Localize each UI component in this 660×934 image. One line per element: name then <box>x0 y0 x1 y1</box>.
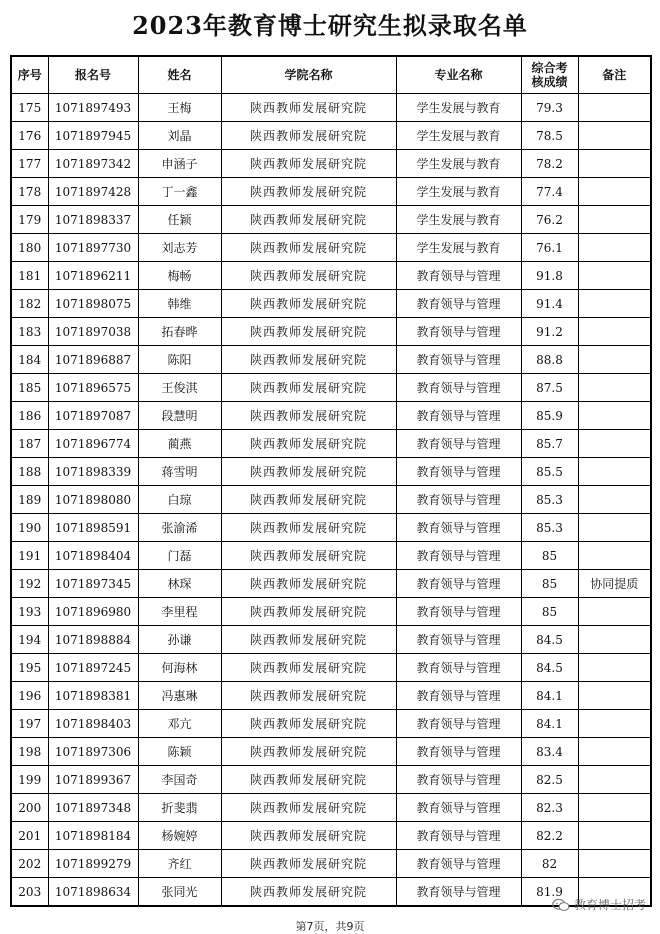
cell-major: 教育领导与管理 <box>396 822 521 850</box>
cell-remark <box>578 290 651 318</box>
cell-score: 76.1 <box>521 234 578 262</box>
cell-name: 白琼 <box>138 486 221 514</box>
cell-remark <box>578 234 651 262</box>
cell-remark <box>578 794 651 822</box>
cell-remark <box>578 850 651 878</box>
cell-major: 教育领导与管理 <box>396 514 521 542</box>
header-reg-no: 报名号 <box>48 56 138 94</box>
cell-major: 教育领导与管理 <box>396 374 521 402</box>
cell-college: 陕西教师发展研究院 <box>221 318 396 346</box>
cell-seq: 200 <box>11 794 48 822</box>
cell-reg-no: 1071898884 <box>48 626 138 654</box>
cell-college: 陕西教师发展研究院 <box>221 346 396 374</box>
cell-college: 陕西教师发展研究院 <box>221 374 396 402</box>
cell-reg-no: 1071898381 <box>48 682 138 710</box>
cell-seq: 175 <box>11 94 48 122</box>
table-row <box>11 374 651 402</box>
table-row <box>11 458 651 486</box>
header-remark: 备注 <box>578 56 651 94</box>
cell-college: 陕西教师发展研究院 <box>221 598 396 626</box>
table-row <box>11 318 651 346</box>
cell-score: 91.2 <box>521 318 578 346</box>
cell-reg-no: 1071897493 <box>48 94 138 122</box>
cell-remark <box>578 374 651 402</box>
cell-score: 85.5 <box>521 458 578 486</box>
cell-score: 83.4 <box>521 738 578 766</box>
table-row <box>11 542 651 570</box>
cell-reg-no: 1071897345 <box>48 570 138 598</box>
cell-score: 84.5 <box>521 626 578 654</box>
cell-name: 蒋雪明 <box>138 458 221 486</box>
cell-reg-no: 1071897087 <box>48 402 138 430</box>
cell-score: 88.8 <box>521 346 578 374</box>
cell-major: 教育领导与管理 <box>396 346 521 374</box>
cell-score: 78.5 <box>521 122 578 150</box>
watermark <box>552 896 646 913</box>
cell-seq: 177 <box>11 150 48 178</box>
table-row <box>11 514 651 542</box>
cell-major: 教育领导与管理 <box>396 458 521 486</box>
table-row <box>11 598 651 626</box>
table-row <box>11 150 651 178</box>
cell-college: 陕西教师发展研究院 <box>221 206 396 234</box>
cell-seq: 179 <box>11 206 48 234</box>
cell-reg-no: 1071897342 <box>48 150 138 178</box>
cell-remark <box>578 654 651 682</box>
cell-score: 82.2 <box>521 822 578 850</box>
cell-score: 78.2 <box>521 150 578 178</box>
cell-college: 陕西教师发展研究院 <box>221 486 396 514</box>
cell-score: 84.1 <box>521 682 578 710</box>
cell-college: 陕西教师发展研究院 <box>221 458 396 486</box>
table-row <box>11 850 651 878</box>
cell-name: 杨婉婷 <box>138 822 221 850</box>
cell-remark <box>578 402 651 430</box>
cell-college: 陕西教师发展研究院 <box>221 402 396 430</box>
header-score <box>521 56 578 94</box>
cell-score: 85.9 <box>521 402 578 430</box>
cell-score: 84.1 <box>521 710 578 738</box>
table-row <box>11 738 651 766</box>
cell-seq: 201 <box>11 822 48 850</box>
cell-name: 刘晶 <box>138 122 221 150</box>
cell-score: 81.9 <box>521 878 578 907</box>
cell-major: 教育领导与管理 <box>396 682 521 710</box>
cell-reg-no: 1071896980 <box>48 598 138 626</box>
cell-reg-no: 1071898075 <box>48 290 138 318</box>
cell-score: 82.5 <box>521 766 578 794</box>
cell-seq: 185 <box>11 374 48 402</box>
cell-score: 91.4 <box>521 290 578 318</box>
cell-seq: 188 <box>11 458 48 486</box>
cell-major: 教育领导与管理 <box>396 402 521 430</box>
cell-reg-no: 1071899367 <box>48 766 138 794</box>
table-row <box>11 710 651 738</box>
cell-major: 教育领导与管理 <box>396 738 521 766</box>
cell-reg-no: 1071898403 <box>48 710 138 738</box>
cell-seq: 197 <box>11 710 48 738</box>
cell-remark <box>578 346 651 374</box>
cell-remark <box>578 94 651 122</box>
cell-major: 学生发展与教育 <box>396 94 521 122</box>
cell-score: 85 <box>521 598 578 626</box>
cell-reg-no: 1071897306 <box>48 738 138 766</box>
cell-reg-no: 1071896774 <box>48 430 138 458</box>
cell-college: 陕西教师发展研究院 <box>221 150 396 178</box>
table-row <box>11 822 651 850</box>
cell-remark <box>578 710 651 738</box>
cell-major: 教育领导与管理 <box>396 850 521 878</box>
cell-seq: 193 <box>11 598 48 626</box>
cell-name: 刘志芳 <box>138 234 221 262</box>
cell-reg-no: 1071897428 <box>48 178 138 206</box>
cell-reg-no: 1071896211 <box>48 262 138 290</box>
table-row <box>11 262 651 290</box>
header-college: 学院名称 <box>221 56 396 94</box>
cell-major: 学生发展与教育 <box>396 206 521 234</box>
page-footer: 第7页，共9页 <box>295 920 365 933</box>
table-row <box>11 402 651 430</box>
cell-reg-no: 1071897245 <box>48 654 138 682</box>
cell-name: 张同光 <box>138 878 221 907</box>
header-score-line2: 核成绩 <box>531 75 568 89</box>
cell-reg-no: 1071898634 <box>48 878 138 907</box>
cell-remark <box>578 542 651 570</box>
cell-seq: 178 <box>11 178 48 206</box>
cell-reg-no: 1071899279 <box>48 850 138 878</box>
cell-score: 77.4 <box>521 178 578 206</box>
cell-college: 陕西教师发展研究院 <box>221 570 396 598</box>
cell-name: 林琛 <box>138 570 221 598</box>
cell-major: 教育领导与管理 <box>396 654 521 682</box>
cell-reg-no: 1071896575 <box>48 374 138 402</box>
cell-major: 教育领导与管理 <box>396 318 521 346</box>
header-name: 姓名 <box>138 56 221 94</box>
cell-name: 邓亢 <box>138 710 221 738</box>
cell-college: 陕西教师发展研究院 <box>221 794 396 822</box>
cell-major: 学生发展与教育 <box>396 122 521 150</box>
cell-seq: 186 <box>11 402 48 430</box>
cell-name: 冯惠琳 <box>138 682 221 710</box>
cell-name: 折斐翡 <box>138 794 221 822</box>
cell-score: 84.5 <box>521 654 578 682</box>
cell-seq: 192 <box>11 570 48 598</box>
table-row <box>11 654 651 682</box>
cell-major: 学生发展与教育 <box>396 234 521 262</box>
cell-major: 教育领导与管理 <box>396 598 521 626</box>
cell-college: 陕西教师发展研究院 <box>221 626 396 654</box>
cell-score: 87.5 <box>521 374 578 402</box>
cell-seq: 191 <box>11 542 48 570</box>
table-row <box>11 94 651 122</box>
cell-seq: 187 <box>11 430 48 458</box>
cell-score: 79.3 <box>521 94 578 122</box>
cell-score: 82.3 <box>521 794 578 822</box>
watermark-text: 教育博士招考 <box>573 898 646 912</box>
cell-major: 教育领导与管理 <box>396 710 521 738</box>
header-major: 专业名称 <box>396 56 521 94</box>
cell-remark <box>578 598 651 626</box>
cell-major: 教育领导与管理 <box>396 766 521 794</box>
cell-remark <box>578 486 651 514</box>
cell-seq: 195 <box>11 654 48 682</box>
cell-remark <box>578 626 651 654</box>
cell-remark <box>578 514 651 542</box>
cell-college: 陕西教师发展研究院 <box>221 682 396 710</box>
cell-major: 教育领导与管理 <box>396 794 521 822</box>
cell-remark <box>578 766 651 794</box>
cell-remark <box>578 682 651 710</box>
cell-major: 教育领导与管理 <box>396 570 521 598</box>
cell-major: 学生发展与教育 <box>396 178 521 206</box>
cell-college: 陕西教师发展研究院 <box>221 710 396 738</box>
cell-remark <box>578 458 651 486</box>
cell-score: 85.3 <box>521 514 578 542</box>
cell-reg-no: 1071898591 <box>48 514 138 542</box>
table-row <box>11 626 651 654</box>
page-title: 2023年教育博士研究生拟录取名单 <box>132 11 528 40</box>
table-row <box>11 766 651 794</box>
table-row <box>11 794 651 822</box>
cell-name: 蔺燕 <box>138 430 221 458</box>
cell-name: 孙谦 <box>138 626 221 654</box>
cell-college: 陕西教师发展研究院 <box>221 262 396 290</box>
cell-score: 91.8 <box>521 262 578 290</box>
cell-remark <box>578 206 651 234</box>
cell-seq: 194 <box>11 626 48 654</box>
header-seq: 序号 <box>11 56 48 94</box>
cell-college: 陕西教师发展研究院 <box>221 822 396 850</box>
cell-major: 教育领导与管理 <box>396 262 521 290</box>
cell-major: 教育领导与管理 <box>396 290 521 318</box>
cell-reg-no: 1071898080 <box>48 486 138 514</box>
cell-name: 李国奇 <box>138 766 221 794</box>
table-row <box>11 682 651 710</box>
cell-name: 拓春晔 <box>138 318 221 346</box>
cell-name: 王梅 <box>138 94 221 122</box>
admission-table <box>10 55 652 907</box>
cell-remark <box>578 150 651 178</box>
cell-college: 陕西教师发展研究院 <box>221 514 396 542</box>
cell-major: 教育领导与管理 <box>396 430 521 458</box>
cell-name: 陈颖 <box>138 738 221 766</box>
cell-seq: 180 <box>11 234 48 262</box>
cell-remark <box>578 318 651 346</box>
cell-name: 梅畅 <box>138 262 221 290</box>
cell-college: 陕西教师发展研究院 <box>221 430 396 458</box>
cell-college: 陕西教师发展研究院 <box>221 738 396 766</box>
cell-seq: 198 <box>11 738 48 766</box>
cell-seq: 176 <box>11 122 48 150</box>
cell-seq: 181 <box>11 262 48 290</box>
cell-score: 82 <box>521 850 578 878</box>
cell-college: 陕西教师发展研究院 <box>221 94 396 122</box>
cell-reg-no: 1071897348 <box>48 794 138 822</box>
cell-seq: 199 <box>11 766 48 794</box>
cell-college: 陕西教师发展研究院 <box>221 542 396 570</box>
cell-reg-no: 1071897730 <box>48 234 138 262</box>
cell-name: 齐红 <box>138 850 221 878</box>
cell-name: 任颖 <box>138 206 221 234</box>
cell-college: 陕西教师发展研究院 <box>221 122 396 150</box>
cell-reg-no: 1071896887 <box>48 346 138 374</box>
cell-major: 学生发展与教育 <box>396 150 521 178</box>
cell-name: 丁一鑫 <box>138 178 221 206</box>
table-row <box>11 486 651 514</box>
cell-major: 教育领导与管理 <box>396 486 521 514</box>
cell-name: 李里程 <box>138 598 221 626</box>
cell-remark <box>578 738 651 766</box>
cell-seq: 203 <box>11 878 48 907</box>
cell-name: 韩维 <box>138 290 221 318</box>
table-row <box>11 206 651 234</box>
cell-seq: 183 <box>11 318 48 346</box>
cell-score: 76.2 <box>521 206 578 234</box>
table-row <box>11 122 651 150</box>
table-row <box>11 430 651 458</box>
cell-remark <box>578 430 651 458</box>
cell-reg-no: 1071897945 <box>48 122 138 150</box>
table-row <box>11 346 651 374</box>
cell-remark <box>578 822 651 850</box>
cell-major: 教育领导与管理 <box>396 542 521 570</box>
cell-name: 门磊 <box>138 542 221 570</box>
cell-remark <box>578 178 651 206</box>
cell-major: 教育领导与管理 <box>396 626 521 654</box>
cell-name: 申涵子 <box>138 150 221 178</box>
cell-college: 陕西教师发展研究院 <box>221 178 396 206</box>
table-header-row <box>11 56 651 94</box>
cell-seq: 182 <box>11 290 48 318</box>
cell-reg-no: 1071898404 <box>48 542 138 570</box>
cell-seq: 189 <box>11 486 48 514</box>
cell-name: 段慧明 <box>138 402 221 430</box>
header-score-line1: 综合考 <box>531 61 568 75</box>
cell-remark <box>578 122 651 150</box>
cell-college: 陕西教师发展研究院 <box>221 290 396 318</box>
cell-reg-no: 1071898184 <box>48 822 138 850</box>
cell-college: 陕西教师发展研究院 <box>221 766 396 794</box>
cell-remark: 协同提质 <box>578 570 651 598</box>
cell-major: 教育领导与管理 <box>396 878 521 907</box>
cell-seq: 184 <box>11 346 48 374</box>
cell-name: 陈阳 <box>138 346 221 374</box>
cell-seq: 190 <box>11 514 48 542</box>
cell-remark <box>578 262 651 290</box>
cell-score: 85.3 <box>521 486 578 514</box>
cell-reg-no: 1071898337 <box>48 206 138 234</box>
cell-name: 王俊淇 <box>138 374 221 402</box>
cell-reg-no: 1071898339 <box>48 458 138 486</box>
cell-score: 85 <box>521 570 578 598</box>
table-row <box>11 178 651 206</box>
cell-college: 陕西教师发展研究院 <box>221 878 396 907</box>
cell-college: 陕西教师发展研究院 <box>221 234 396 262</box>
cell-score: 85.7 <box>521 430 578 458</box>
table-row <box>11 570 651 598</box>
cell-name: 何海林 <box>138 654 221 682</box>
cell-college: 陕西教师发展研究院 <box>221 850 396 878</box>
cell-seq: 202 <box>11 850 48 878</box>
cell-score: 85 <box>521 542 578 570</box>
cell-college: 陕西教师发展研究院 <box>221 654 396 682</box>
table-row <box>11 234 651 262</box>
table-row <box>11 290 651 318</box>
cell-name: 张渝浠 <box>138 514 221 542</box>
cell-reg-no: 1071897038 <box>48 318 138 346</box>
wechat-icon <box>552 898 570 912</box>
cell-seq: 196 <box>11 682 48 710</box>
